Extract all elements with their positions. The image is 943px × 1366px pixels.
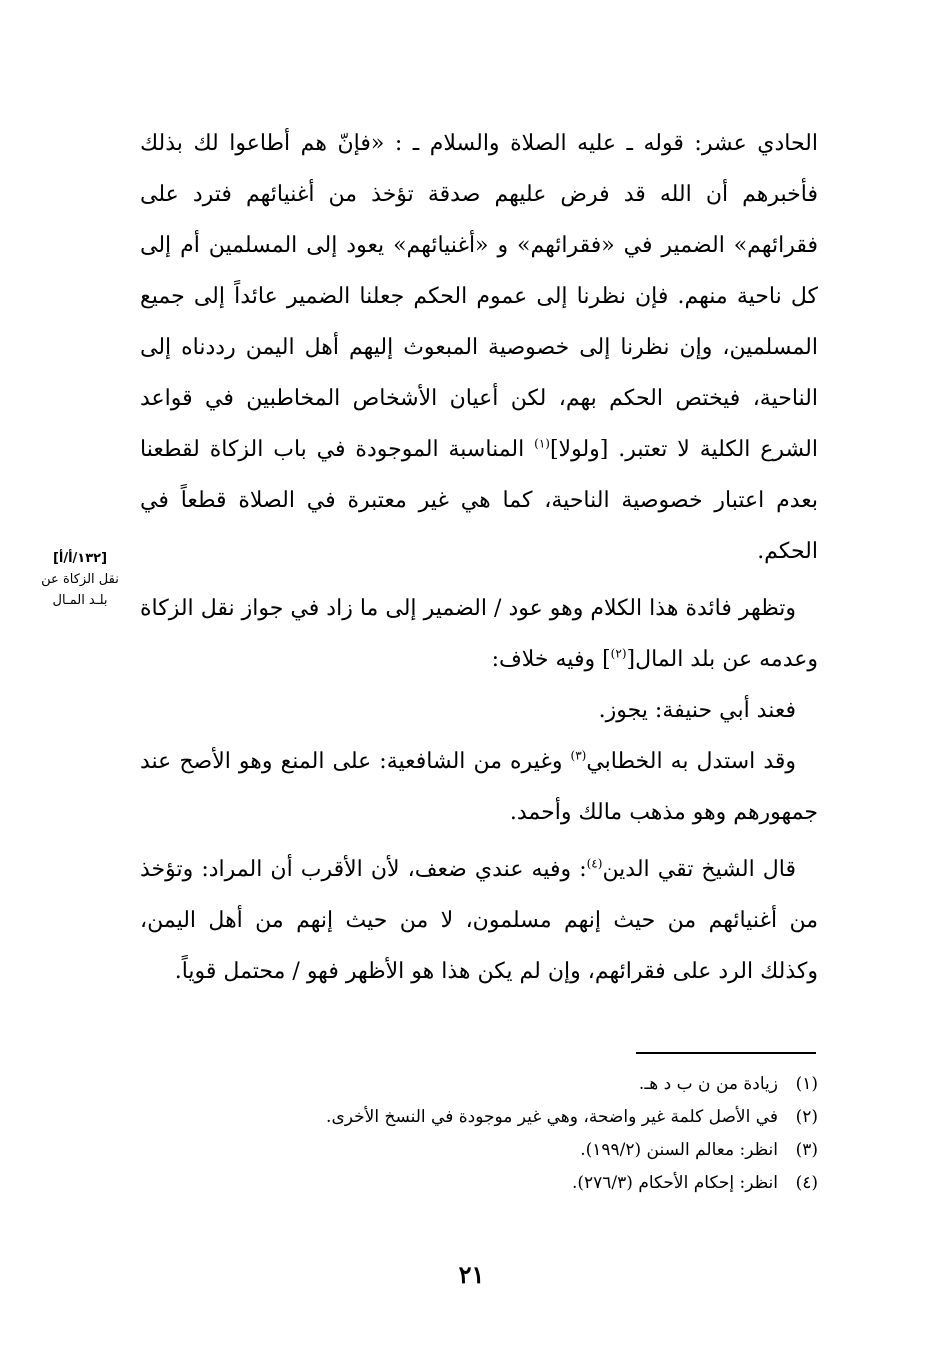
paragraph-text: وغيره من الشافعية: على المنع وهو الأصح عند جمهورهم وهو مذهب مالك وأحمد. (140, 749, 818, 825)
margin-note-line: بلـد المـال (52, 593, 108, 608)
footnote-number: (٤) (795, 1173, 818, 1193)
paragraph-5 (140, 844, 818, 997)
margin-note-line: نقل الزكاة عن (41, 572, 119, 587)
paragraph-text: الحادي عشر: قوله ـ عليه الصلاة والسلام ـ : «فإنّ هم أطاعوا لك بذلك فأخبرهم أن الله قد فرض عليهم صدقة تؤخذ من أغنيائهم فترد على فقرائهم» الضمير في «فقرائهم» و «أغنيائهم» يعود إلى المسلمين أم إلى كل ناحية منهم. فإن نظرنا إلى عموم الحكم جعلنا الضمير عائداً إلى جميع المسلمين، وإن نظرنا إلى خصوصية المبعوث إليهم أهل اليمن رددناه إلى الناحية، فيختص الحكم بهم، لكن أعيان الأشخاص المخاطبين في قواعد الشرع الكلية لا تعتبر. [ولولا] (140, 131, 818, 462)
footnote-number: (٣) (795, 1140, 818, 1160)
paragraph-text: وقد استدل به الخطابي (586, 749, 797, 774)
paragraph-text: وتظهر فائدة هذا الكلام وهو عود / الضمير إلى ما زاد في جواز نقل الزكاة وعدمه عن بلد المال[ (140, 596, 818, 672)
footnote-text: زيادة من ن ب د هـ. (638, 1074, 778, 1094)
paragraph-2 (140, 583, 818, 685)
footnote-ref-4: (٤) (586, 856, 603, 871)
paragraph-text: قال الشيخ تقي الدين (602, 857, 796, 882)
footnotes (140, 1068, 818, 1200)
paragraph-text: ] وفيه خلاف: (491, 647, 611, 672)
footnote-number: (٢) (795, 1107, 818, 1127)
main-text (140, 118, 818, 997)
manuscript-folio-reference: [١٣٢/أ/أ] (52, 551, 108, 566)
footnote-ref-1: (١) (534, 436, 550, 451)
footnote-item (140, 1101, 818, 1134)
margin-note (30, 548, 130, 611)
footnote-text: انظر: معالم السنن (١٩٩/٢). (580, 1140, 778, 1160)
footnote-number: (١) (795, 1074, 818, 1094)
paragraph-text: : وفيه عندي ضعف، لأن الأقرب أن المراد: وتؤخذ من أغنيائهم من حيث إنهم مسلمون، لا من حيث إنهم من أهل اليمن، وكذلك الرد على فقرائهم، وإن لم يكن هذا هو الأظهر فهو / محتمل قوياً. (140, 857, 818, 984)
footnote-separator (636, 1052, 816, 1054)
page-number: ٢١ (458, 1260, 485, 1289)
footnote-text: في الأصل كلمة غير واضحة، وهي غير موجودة في النسخ الأخرى. (326, 1107, 778, 1127)
paragraph-1 (140, 118, 818, 577)
footnote-item (140, 1167, 818, 1200)
footnote-item (140, 1068, 818, 1101)
paragraph-text: فعند أبي حنيفة: يجوز. (598, 698, 796, 723)
paragraph-4 (140, 736, 818, 838)
footnote-ref-3: (٣) (570, 748, 587, 763)
paragraph-text: المناسبة الموجودة في باب الزكاة لقطعنا بعدم اعتبار خصوصية الناحية، كما هي غير معتبرة في الصلاة قطعاً في الحكم. (140, 437, 818, 564)
paragraph-3 (140, 685, 818, 736)
footnote-text: انظر: إحكام الأحكام (٢٧٦/٣). (571, 1173, 778, 1193)
footnote-item (140, 1134, 818, 1167)
footnote-ref-2: (٢) (610, 646, 627, 661)
